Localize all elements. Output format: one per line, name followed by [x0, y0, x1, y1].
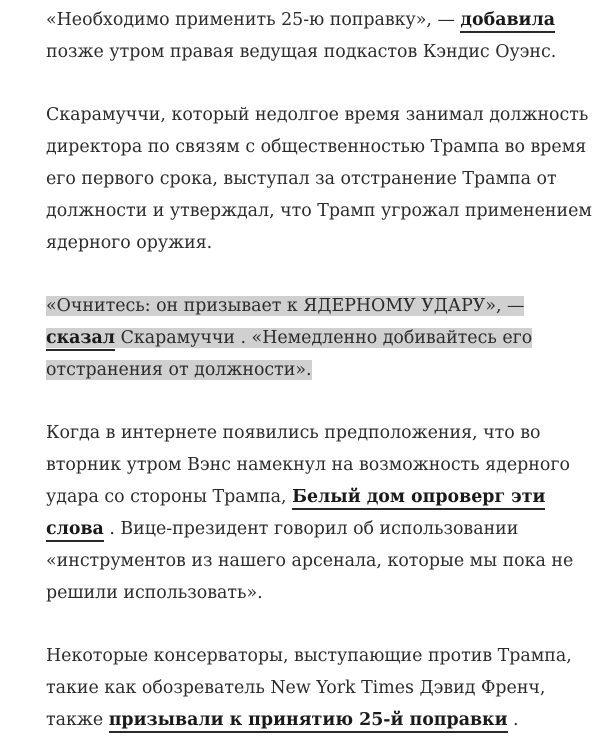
paragraph-text: «Необходимо применить 25-ю поправку», — [46, 10, 461, 30]
paragraph-text: Когда в интернете появились предположения, что во вторник утром Вэнс намекнул на возможность ядерного удара со стороны Трампа, [46, 423, 570, 507]
paragraph-owens-quote [46, 4, 594, 68]
paragraph-scaramucci-background [46, 99, 594, 259]
highlighted-quote [46, 296, 532, 380]
paragraph-text: Скарамуччи . «Немедленно добивайтесь его отстранения от должности». [46, 328, 533, 380]
paragraph-white-house-denial [46, 417, 594, 609]
paragraph-text: . [507, 710, 519, 730]
article-body [46, 4, 594, 736]
paragraph-conservatives [46, 640, 594, 736]
paragraph-text: Некоторые консерваторы, выступающие против Трампа, такие как обозреватель New York Times Дэвид Френч, также [46, 646, 572, 730]
link-added[interactable]: добавила [460, 10, 555, 33]
paragraph-text: . Вице-президент говорил об использовании «инструментов из нашего арсенала, которые мы пока не решили использовать». [46, 519, 574, 603]
link-white-house-denied[interactable]: Белый дом опроверг эти слова [46, 487, 545, 542]
link-said[interactable]: сказал [46, 328, 115, 351]
paragraph-scaramucci-quote [46, 290, 594, 386]
paragraph-text: «Очнитесь: он призывает к ЯДЕРНОМУ УДАРУ», — [46, 296, 525, 316]
paragraph-text: Скарамуччи, который недолгое время занимал должность директора по связям с общественностью Трампа во время его первого срока, выступал за отстранение Трампа от должности и утверждал, что Трамп угрожал применением ядерного оружия. [46, 105, 592, 253]
paragraph-text: позже утром правая ведущая подкастов Кэндис Оуэнс. [46, 42, 557, 62]
link-25th-amendment-calls[interactable]: призывали к принятию 25-й поправки [109, 710, 508, 733]
